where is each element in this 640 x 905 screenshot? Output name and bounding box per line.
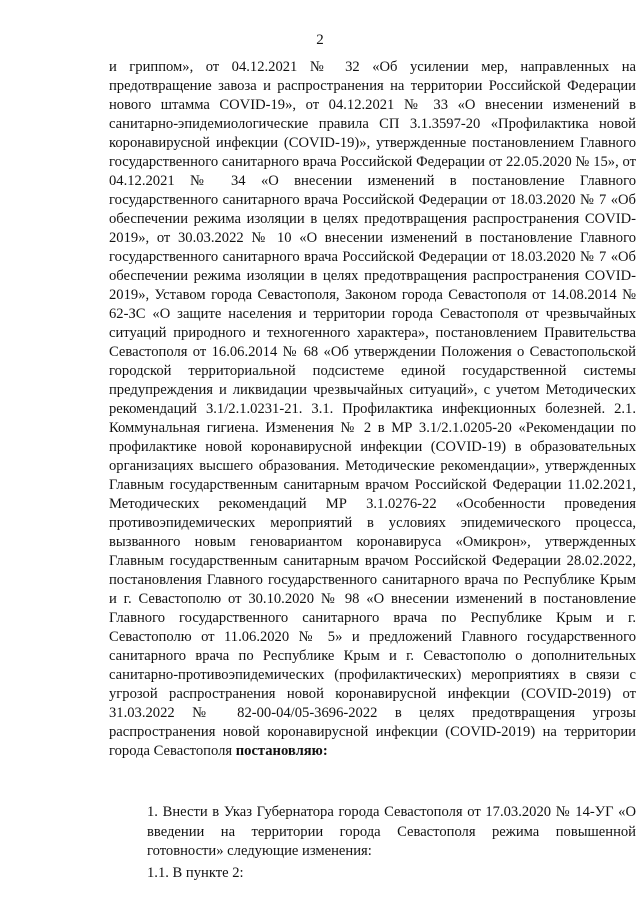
preamble-text: и гриппом», от 04.12.2021 № 32 «Об усилении мер, направленных на предотвращение завоза и распространения на территории Российской Федерации нового штамма COVID-19», от 04.12.2021 № 33 «О внесении изменений в санитарно-эпидемиологические правила СП 3.1.3597-20 «Профилактика новой коронавирусной инфекции (COVID-19)», утвержденные постановлением Главного государственного санитарного врача Российской Федерации от 22.05.2020 № 15», от 04.12.2021 № 34 «О внесении изменений в постановление Главного государственного санитарного врача Российской Федерации от 18.03.2020 № 7 «Об обеспечении режима изоляции в целях предотвращения распространения COVID-2019», от 30.03.2022 № 10 «О внесении изменений в постановление Главного государственного санитарного врача Российской Федерации от 18.03.2020 № 7 «Об обеспечении режима изоляции в целях предотвращения распространения COVID-2019», Уставом города Севастополя, Законом города Севастополя от 14.08.2014 № 62-ЗС «О защите населения и территории города Севастополя от чрезвычайных ситуаций природного и техногенного характера», постановлением Правительства Севастополя от 16.06.2014 № 68 «Об утверждении Положения о Севастопольской городской территориальной подсистеме единой государственной системы предупреждения и ликвидации чрезвычайных ситуаций», с учетом Методических рекомендаций 3.1/2.1.0231-21. 3.1. Профилактика инфекционных болезней. 2.1. Коммунальная гигиена. Изменения № 2 в МР 3.1/2.1.0205-20 «Рекомендации по профилактике новой коронавирусной инфекции (COVID-19) в образовательных организациях высшего образования. Методические рекомендации», утвержденных Главным государственным санитарным врачом Российской Федерации 11.02.2021, Методических рекомендаций МР 3.1.0276-22 «Особенности проведения противоэпидемических мероприятий в условиях эпидемического процесса, вызванного новым геновариантом коронавируса «Омикрон», утвержденных Главным государственным санитарным врачом Российской Федерации 28.02.2022, постановления Главного государственного санитарного врача по Республике Крым и г. Севастополю от 30.10.2020 № 98 «О внесении изменений в постановление Главного государственного санитарного врача по Республике Крым и г. Севастополю от 11.06.2020 № 5» и предложений Главного государственного санитарного врача по Республике Крым и г. Севастополю о дополнительных санитарно-противоэпидемических (профилактических) мероприятиях в связи с угрозой распространения новой коронавирусной инфекции (COVID-2019) от 31.03.2022 № 82-00-04/05-3696-2022 в целях предотвращения угрозы распространения новой коронавирусной инфекции (COVID-2019) на территории города Севастополя <box>109 59 636 759</box>
preamble-paragraph <box>109 58 636 761</box>
page-number: 2 <box>316 32 324 48</box>
point-1-paragraph <box>109 803 636 862</box>
point-1-text: 1. Внести в Указ Губернатора города Севастополя от 17.03.2020 № 14-УГ «О введении на территории города Севастополя режима повышенной готовности» следующие изменения: <box>147 804 636 859</box>
point-1-1-paragraph: 1.1. В пункте 2: <box>147 865 244 881</box>
decree-word: постановляю: <box>235 743 328 759</box>
